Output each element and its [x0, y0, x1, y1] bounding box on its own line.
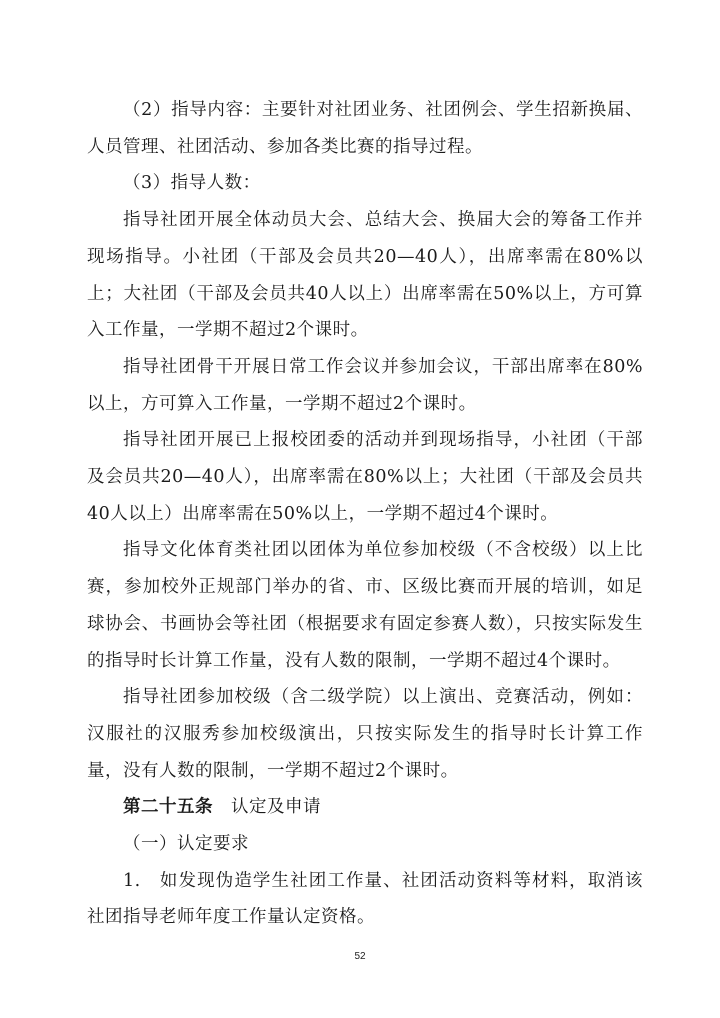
paragraph-performance: 指导社团参加校级（含二级学院）以上演出、竞赛活动，例如：汉服社的汉服秀参加校级演出，只按实际发生的指导时长计算工作量，没有人数的限制，一学期不超过2个课时。	[87, 687, 643, 781]
paragraph-reported-activity: 指导社团开展已上报校团委的活动并到现场指导，小社团（干部及会员共20—40人），出席率需在80%以上；大社团（干部及会员共40人以上）出席率需在50%以上，一学期不超过4个课时。	[87, 430, 643, 524]
article-label: 第二十五条	[123, 797, 213, 818]
subsection-heading: （一）认定要求	[123, 834, 249, 855]
page-number: 52	[354, 951, 366, 962]
article-title: 认定及申请	[231, 797, 321, 818]
paragraph-guidance-count-heading: （3）指导人数：	[123, 173, 261, 194]
paragraph-sports-competition: 指导文化体育类社团以团体为单位参加校级（不含校级）以上比赛，参加校外正规部门举办的省、市、区级比赛而开展的培训，如足球协会、书画协会等社团（根据要求有固定参赛人数），只按实际发生的指导时长计算工作量，没有人数的限制，一学期不超过4个课时。	[87, 540, 643, 671]
paragraph-guidance-content: （2）指导内容：主要针对社团业务、社团例会、学生招新换届、人员管理、社团活动、参加各类比赛的指导过程。	[87, 100, 643, 157]
paragraph-general-assembly: 指导社团开展全体动员大会、总结大会、换届大会的筹备工作并现场指导。小社团（干部及会员共20—40人），出席率需在80%以上；大社团（干部及会员共40人以上）出席率需在50%以上，方可算入工作量，一学期不超过2个课时。	[87, 210, 643, 341]
list-item-1: 1. 如发现伪造学生社团工作量、社团活动资料等材料，取消该社团指导老师年度工作量认定资格。	[87, 870, 643, 928]
article-heading	[87, 789, 643, 826]
document-body	[87, 92, 643, 936]
paragraph-daily-meeting: 指导社团骨干开展日常工作会议并参加会议，干部出席率在80%以上，方可算入工作量，一学期不超过2个课时。	[87, 356, 643, 414]
